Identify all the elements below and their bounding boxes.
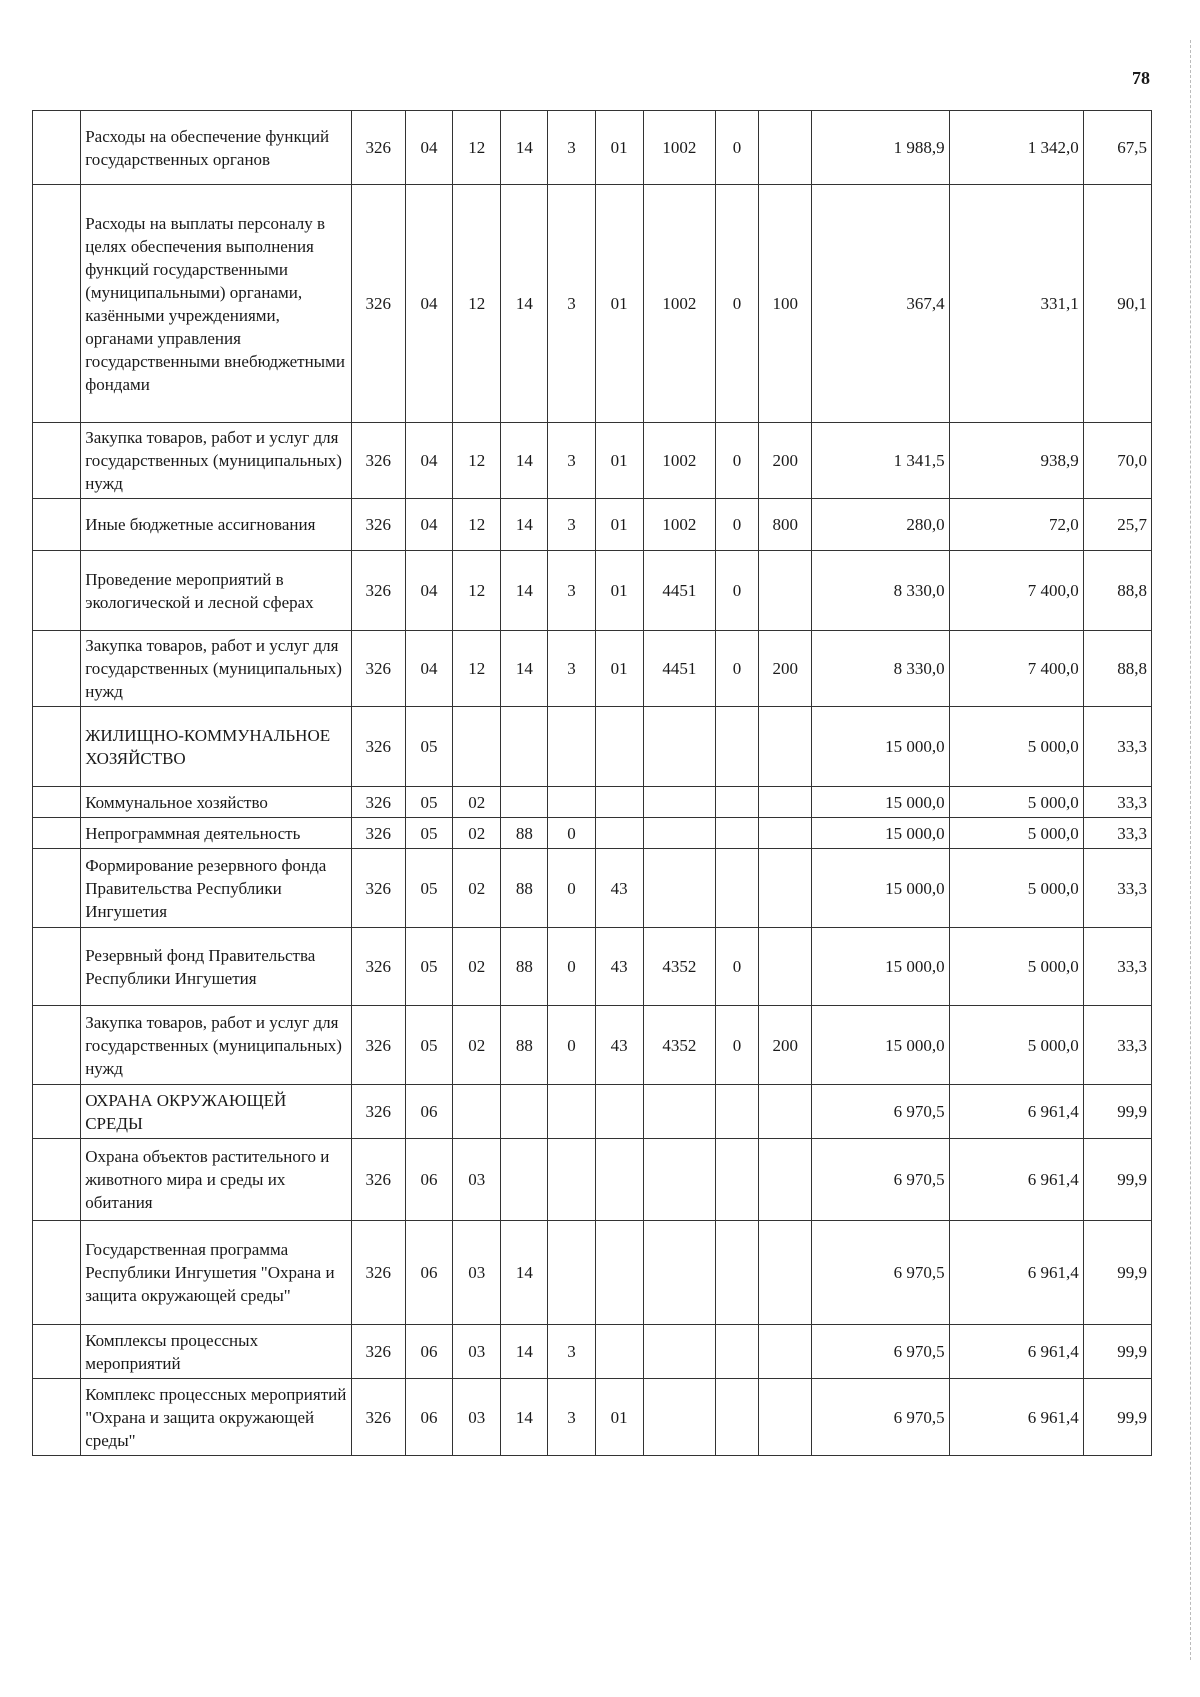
amount-plan: 15 000,0: [812, 818, 949, 849]
expense-name: Иные бюджетные ассигнования: [81, 499, 351, 551]
code-program: 14: [501, 423, 548, 499]
code-subsection: 03: [453, 1325, 501, 1379]
code-sub: 0: [716, 928, 759, 1006]
code-ministry: 326: [351, 551, 405, 631]
amount-percent: 99,9: [1083, 1085, 1151, 1139]
code-sub: 0: [716, 185, 759, 423]
amount-percent: 88,8: [1083, 551, 1151, 631]
code-section: 04: [405, 423, 452, 499]
code-sub: [716, 1139, 759, 1221]
code-program: 14: [501, 1221, 548, 1325]
code-section: 05: [405, 707, 452, 787]
code-section: 04: [405, 499, 452, 551]
scan-edge: [1190, 40, 1192, 1660]
code-expense-type: [759, 1139, 812, 1221]
code-event: 01: [595, 499, 643, 551]
code-subsection: [453, 707, 501, 787]
expense-name: Комплексы процессных мероприятий: [81, 1325, 351, 1379]
table-row: [33, 1006, 1152, 1085]
expense-name: Резервный фонд Правительства Республики Ингушетия: [81, 928, 351, 1006]
code-direction: 4352: [643, 928, 715, 1006]
code-event: 43: [595, 1006, 643, 1085]
code-expense-type: [759, 1085, 812, 1139]
table-row: [33, 818, 1152, 849]
amount-percent: 33,3: [1083, 818, 1151, 849]
code-direction: [643, 707, 715, 787]
amount-fact: 5 000,0: [949, 707, 1083, 787]
row-number-cell: [33, 551, 81, 631]
code-section: 06: [405, 1221, 452, 1325]
code-subprogram: [548, 1139, 595, 1221]
code-subprogram: 0: [548, 849, 595, 928]
code-direction: 4451: [643, 551, 715, 631]
amount-percent: 33,3: [1083, 787, 1151, 818]
code-direction: [643, 849, 715, 928]
code-ministry: 326: [351, 423, 405, 499]
expense-name: ОХРАНА ОКРУЖАЮЩЕЙ СРЕДЫ: [81, 1085, 351, 1139]
code-section: 05: [405, 818, 452, 849]
code-direction: 4451: [643, 631, 715, 707]
row-number-cell: [33, 631, 81, 707]
expense-name: Непрограммная деятельность: [81, 818, 351, 849]
expense-name: Закупка товаров, работ и услуг для государственных (муниципальных) нужд: [81, 1006, 351, 1085]
amount-plan: 280,0: [812, 499, 949, 551]
code-subsection: [453, 1085, 501, 1139]
table-body: [33, 111, 1152, 1456]
code-event: 43: [595, 928, 643, 1006]
code-expense-type: 100: [759, 185, 812, 423]
amount-fact: 5 000,0: [949, 787, 1083, 818]
code-program: 88: [501, 928, 548, 1006]
code-event: 01: [595, 1379, 643, 1456]
code-subsection: 02: [453, 787, 501, 818]
table-row: [33, 1379, 1152, 1456]
amount-fact: 6 961,4: [949, 1379, 1083, 1456]
amount-percent: 33,3: [1083, 1006, 1151, 1085]
amount-percent: 99,9: [1083, 1221, 1151, 1325]
code-subprogram: 3: [548, 1379, 595, 1456]
expense-name: Расходы на выплаты персоналу в целях обеспечения выполнения функций государственными (муниципальными) органами, казёнными учреждениями, органами управления государственными внебюджетными фондами: [81, 185, 351, 423]
amount-plan: 15 000,0: [812, 1006, 949, 1085]
expense-name: Комплекс процессных мероприятий "Охрана и защита окружающей среды": [81, 1379, 351, 1456]
amount-percent: 70,0: [1083, 423, 1151, 499]
expense-name: Государственная программа Республики Ингушетия "Охрана и защита окружающей среды": [81, 1221, 351, 1325]
table-row: [33, 707, 1152, 787]
code-program: 88: [501, 849, 548, 928]
code-ministry: 326: [351, 1379, 405, 1456]
code-section: 04: [405, 111, 452, 185]
code-section: 04: [405, 631, 452, 707]
row-number-cell: [33, 1139, 81, 1221]
code-sub: 0: [716, 631, 759, 707]
amount-fact: 5 000,0: [949, 849, 1083, 928]
code-subsection: 12: [453, 551, 501, 631]
code-event: 01: [595, 185, 643, 423]
code-event: [595, 787, 643, 818]
code-event: [595, 818, 643, 849]
row-number-cell: [33, 1325, 81, 1379]
code-program: [501, 787, 548, 818]
amount-plan: 6 970,5: [812, 1221, 949, 1325]
code-section: 04: [405, 551, 452, 631]
expense-name: Расходы на обеспечение функций государственных органов: [81, 111, 351, 185]
code-sub: 0: [716, 1006, 759, 1085]
code-sub: 0: [716, 499, 759, 551]
code-program: 14: [501, 1379, 548, 1456]
code-subsection: 12: [453, 423, 501, 499]
code-section: 06: [405, 1085, 452, 1139]
amount-fact: 6 961,4: [949, 1221, 1083, 1325]
row-number-cell: [33, 787, 81, 818]
amount-fact: 938,9: [949, 423, 1083, 499]
code-ministry: 326: [351, 849, 405, 928]
row-number-cell: [33, 1221, 81, 1325]
code-subsection: 03: [453, 1139, 501, 1221]
code-event: [595, 1325, 643, 1379]
code-program: 88: [501, 1006, 548, 1085]
code-subsection: 02: [453, 849, 501, 928]
code-section: 04: [405, 185, 452, 423]
table-row: [33, 551, 1152, 631]
code-ministry: 326: [351, 1139, 405, 1221]
expense-name: Проведение мероприятий в экологической и лесной сферах: [81, 551, 351, 631]
amount-plan: 15 000,0: [812, 849, 949, 928]
code-sub: 0: [716, 111, 759, 185]
code-direction: 1002: [643, 499, 715, 551]
code-subsection: 02: [453, 1006, 501, 1085]
code-section: 06: [405, 1139, 452, 1221]
code-direction: 1002: [643, 423, 715, 499]
budget-table: [32, 110, 1152, 1456]
code-subprogram: [548, 1221, 595, 1325]
code-section: 05: [405, 1006, 452, 1085]
table-row: [33, 631, 1152, 707]
amount-plan: 8 330,0: [812, 551, 949, 631]
code-subprogram: 3: [548, 551, 595, 631]
code-direction: 4352: [643, 1006, 715, 1085]
amount-percent: 99,9: [1083, 1379, 1151, 1456]
code-ministry: 326: [351, 1085, 405, 1139]
code-ministry: 326: [351, 111, 405, 185]
code-ministry: 326: [351, 499, 405, 551]
amount-percent: 99,9: [1083, 1139, 1151, 1221]
code-expense-type: 800: [759, 499, 812, 551]
amount-fact: 1 342,0: [949, 111, 1083, 185]
amount-percent: 25,7: [1083, 499, 1151, 551]
code-sub: [716, 707, 759, 787]
code-program: 88: [501, 818, 548, 849]
code-ministry: 326: [351, 1325, 405, 1379]
amount-plan: 6 970,5: [812, 1139, 949, 1221]
amount-plan: 1 341,5: [812, 423, 949, 499]
code-subsection: 12: [453, 111, 501, 185]
table-row: [33, 1085, 1152, 1139]
code-event: [595, 1085, 643, 1139]
code-direction: 1002: [643, 185, 715, 423]
table-row: [33, 423, 1152, 499]
code-ministry: 326: [351, 1006, 405, 1085]
amount-plan: 8 330,0: [812, 631, 949, 707]
code-direction: [643, 818, 715, 849]
code-ministry: 326: [351, 631, 405, 707]
code-expense-type: [759, 928, 812, 1006]
table-row: [33, 1221, 1152, 1325]
code-direction: 1002: [643, 111, 715, 185]
amount-fact: 6 961,4: [949, 1139, 1083, 1221]
code-section: 06: [405, 1325, 452, 1379]
code-event: 01: [595, 111, 643, 185]
code-direction: [643, 1221, 715, 1325]
expense-name: Охрана объектов растительного и животного мира и среды их обитания: [81, 1139, 351, 1221]
code-direction: [643, 787, 715, 818]
row-number-cell: [33, 499, 81, 551]
amount-fact: 72,0: [949, 499, 1083, 551]
row-number-cell: [33, 1006, 81, 1085]
row-number-cell: [33, 928, 81, 1006]
code-program: 14: [501, 185, 548, 423]
code-expense-type: [759, 707, 812, 787]
amount-fact: 6 961,4: [949, 1325, 1083, 1379]
amount-plan: 15 000,0: [812, 787, 949, 818]
code-expense-type: [759, 818, 812, 849]
code-subprogram: 0: [548, 1006, 595, 1085]
table-row: [33, 111, 1152, 185]
amount-percent: 33,3: [1083, 928, 1151, 1006]
code-program: [501, 1085, 548, 1139]
code-ministry: 326: [351, 818, 405, 849]
amount-percent: 33,3: [1083, 707, 1151, 787]
code-event: [595, 707, 643, 787]
code-subprogram: 3: [548, 111, 595, 185]
amount-plan: 6 970,5: [812, 1085, 949, 1139]
amount-fact: 7 400,0: [949, 551, 1083, 631]
code-expense-type: [759, 787, 812, 818]
code-sub: [716, 1221, 759, 1325]
expense-name: Формирование резервного фонда Правительства Республики Ингушетия: [81, 849, 351, 928]
code-sub: [716, 1379, 759, 1456]
code-event: 01: [595, 423, 643, 499]
amount-fact: 6 961,4: [949, 1085, 1083, 1139]
code-subsection: 12: [453, 499, 501, 551]
row-number-cell: [33, 1085, 81, 1139]
code-ministry: 326: [351, 1221, 405, 1325]
code-direction: [643, 1379, 715, 1456]
table-row: [33, 928, 1152, 1006]
code-program: 14: [501, 1325, 548, 1379]
code-sub: [716, 787, 759, 818]
table-row: [33, 1139, 1152, 1221]
table-row: [33, 849, 1152, 928]
code-sub: 0: [716, 423, 759, 499]
code-section: 05: [405, 787, 452, 818]
code-event: [595, 1139, 643, 1221]
code-subprogram: [548, 1085, 595, 1139]
code-section: 05: [405, 928, 452, 1006]
code-ministry: 326: [351, 787, 405, 818]
code-subprogram: 3: [548, 1325, 595, 1379]
amount-plan: 1 988,9: [812, 111, 949, 185]
code-subprogram: 3: [548, 185, 595, 423]
row-number-cell: [33, 185, 81, 423]
code-subprogram: 3: [548, 499, 595, 551]
table-row: [33, 787, 1152, 818]
code-ministry: 326: [351, 185, 405, 423]
code-subprogram: [548, 707, 595, 787]
code-expense-type: [759, 551, 812, 631]
code-program: [501, 1139, 548, 1221]
code-subprogram: 3: [548, 423, 595, 499]
row-number-cell: [33, 1379, 81, 1456]
code-expense-type: [759, 111, 812, 185]
amount-plan: 6 970,5: [812, 1379, 949, 1456]
code-subsection: 02: [453, 818, 501, 849]
row-number-cell: [33, 707, 81, 787]
amount-percent: 90,1: [1083, 185, 1151, 423]
code-direction: [643, 1139, 715, 1221]
expense-name: Закупка товаров, работ и услуг для государственных (муниципальных) нужд: [81, 631, 351, 707]
code-subsection: 12: [453, 185, 501, 423]
row-number-cell: [33, 818, 81, 849]
code-expense-type: 200: [759, 423, 812, 499]
code-sub: [716, 818, 759, 849]
code-direction: [643, 1325, 715, 1379]
code-program: 14: [501, 111, 548, 185]
amount-plan: 15 000,0: [812, 928, 949, 1006]
code-program: 14: [501, 631, 548, 707]
amount-fact: 5 000,0: [949, 1006, 1083, 1085]
code-sub: [716, 1085, 759, 1139]
code-expense-type: [759, 1221, 812, 1325]
code-ministry: 326: [351, 928, 405, 1006]
code-subprogram: 3: [548, 631, 595, 707]
amount-fact: 5 000,0: [949, 818, 1083, 849]
row-number-cell: [33, 423, 81, 499]
code-subsection: 02: [453, 928, 501, 1006]
code-expense-type: [759, 1325, 812, 1379]
code-expense-type: [759, 849, 812, 928]
code-ministry: 326: [351, 707, 405, 787]
code-expense-type: 200: [759, 631, 812, 707]
amount-percent: 88,8: [1083, 631, 1151, 707]
code-event: 43: [595, 849, 643, 928]
table-row: [33, 1325, 1152, 1379]
code-section: 06: [405, 1379, 452, 1456]
amount-percent: 67,5: [1083, 111, 1151, 185]
expense-name: ЖИЛИЩНО-КОММУНАЛЬНОЕ ХОЗЯЙСТВО: [81, 707, 351, 787]
code-subprogram: 0: [548, 818, 595, 849]
amount-plan: 6 970,5: [812, 1325, 949, 1379]
row-number-cell: [33, 111, 81, 185]
code-subsection: 03: [453, 1379, 501, 1456]
table-row: [33, 185, 1152, 423]
row-number-cell: [33, 849, 81, 928]
code-program: 14: [501, 551, 548, 631]
amount-plan: 367,4: [812, 185, 949, 423]
page-number: 78: [1132, 68, 1150, 88]
amount-fact: 5 000,0: [949, 928, 1083, 1006]
code-sub: [716, 849, 759, 928]
expense-name: Коммунальное хозяйство: [81, 787, 351, 818]
code-expense-type: 200: [759, 1006, 812, 1085]
amount-fact: 331,1: [949, 185, 1083, 423]
code-direction: [643, 1085, 715, 1139]
code-section: 05: [405, 849, 452, 928]
table-row: [33, 499, 1152, 551]
code-event: 01: [595, 551, 643, 631]
code-event: 01: [595, 631, 643, 707]
code-sub: 0: [716, 551, 759, 631]
amount-percent: 33,3: [1083, 849, 1151, 928]
amount-percent: 99,9: [1083, 1325, 1151, 1379]
code-program: 14: [501, 499, 548, 551]
amount-fact: 7 400,0: [949, 631, 1083, 707]
code-expense-type: [759, 1379, 812, 1456]
amount-plan: 15 000,0: [812, 707, 949, 787]
code-event: [595, 1221, 643, 1325]
code-subsection: 12: [453, 631, 501, 707]
expense-name: Закупка товаров, работ и услуг для государственных (муниципальных) нужд: [81, 423, 351, 499]
code-program: [501, 707, 548, 787]
code-subsection: 03: [453, 1221, 501, 1325]
code-sub: [716, 1325, 759, 1379]
code-subprogram: 0: [548, 928, 595, 1006]
code-subprogram: [548, 787, 595, 818]
